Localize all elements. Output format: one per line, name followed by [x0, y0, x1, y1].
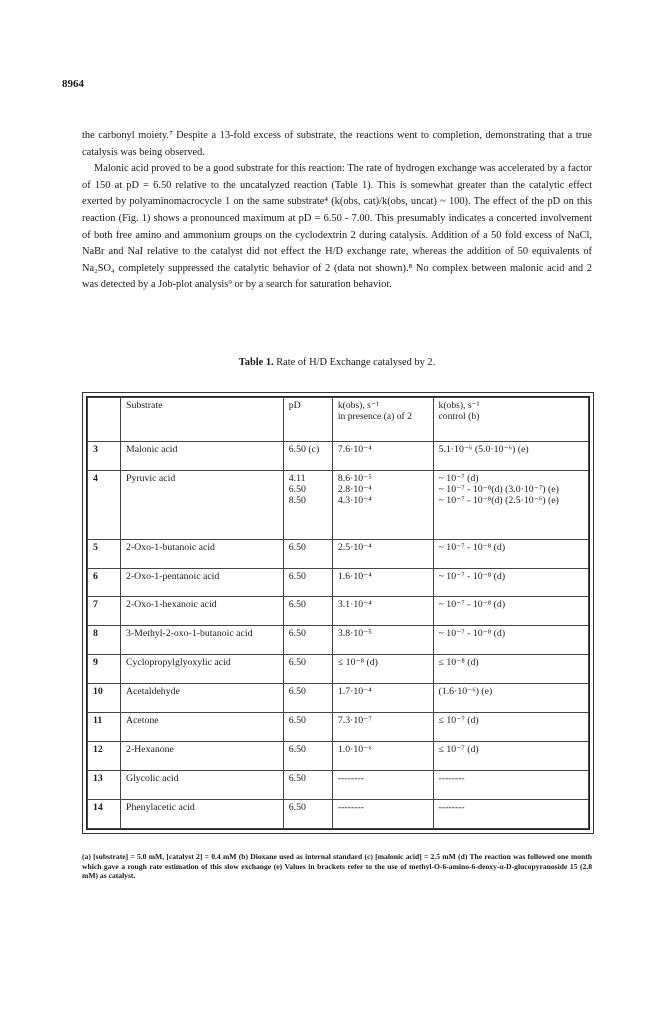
paragraph-1: the carbonyl moiety.⁷ Despite a 13-fold excess of substrate, the reactions went to completion, demonstrating that a true catalysis was being observed.	[82, 130, 592, 158]
row-k-control: ~ 10⁻⁷ - 10⁻⁸ (d)	[433, 626, 588, 655]
row-k-control: ~ 10⁻⁷ (d) ~ 10⁻⁷ - 10⁻⁸(d) (3.0·10⁻⁷) (e) ~ 10⁻⁷ - 10⁻⁸(d) (2.5·10⁻⁶) (e)	[433, 470, 588, 539]
header-k-presence	[332, 398, 433, 442]
row-pd: 6.50	[283, 655, 332, 684]
row-k-presence: 3.8·10⁻⁵	[332, 626, 433, 655]
row-substrate: Cyclopropylglyoxylic acid	[121, 655, 284, 684]
paragraph-2: Malonic acid proved to be a good substrate for this reaction: The rate of hydrogen exchange was accelerated by a factor of 150 at pD = 6.50 relative to the uncatalyzed reaction (Table 1). This is somewhat greater than the catalytic effect exerted by polyaminomacrocycle 1 on the same substrate⁴ (k(obs, cat)/k(obs, uncat) ~ 100). The effect of the pD on this reaction (Fig. 1) shows a pronounced maximum at pD = 6.50 - 7.00. This presumably indicates a concerted involvement of both free amino and ammonium groups on the cyclodextrin 2 during catalysis. Addition of a 50 fold excess of NaCl, NaBr and NaI relative to the catalyst did not effect the H/D exchange rate, whereas the addition of 50 equivalents of Na₂SO₄ completely suppressed the catalytic behavior of 2 (data not shown).⁸ No complex between malonic acid and 2 was detected by a Job-plot analysis⁹ or by a search for saturation behavior.	[82, 163, 592, 291]
row-number: 10	[88, 684, 121, 713]
row-number: 13	[88, 771, 121, 800]
row-substrate: Glycolic acid	[121, 771, 284, 800]
row-number: 14	[88, 799, 121, 828]
row-number: 6	[88, 568, 121, 597]
row-k-control: ~ 10⁻⁷ - 10⁻⁸ (d)	[433, 539, 588, 568]
row-k-presence: 1.0·10⁻⁶	[332, 742, 433, 771]
table-row	[88, 539, 589, 568]
table-caption	[82, 357, 592, 368]
row-k-control: ≤ 10⁻⁷ (d)	[433, 742, 588, 771]
row-pd: 6.50	[283, 771, 332, 800]
row-pd: 6.50	[283, 626, 332, 655]
row-k-control: ~ 10⁻⁷ - 10⁻⁸ (d)	[433, 597, 588, 626]
table-row	[88, 713, 589, 742]
row-substrate: Acetone	[121, 713, 284, 742]
table-row	[88, 742, 589, 771]
table-row	[88, 771, 589, 800]
table-header-row	[88, 398, 589, 442]
row-k-presence: --------	[332, 799, 433, 828]
header-substrate: Substrate	[121, 398, 284, 442]
row-pd: 6.50 (c)	[283, 442, 332, 471]
header-k-control	[433, 398, 588, 442]
row-substrate: Acetaldehyde	[121, 684, 284, 713]
row-k-control: ≤ 10⁻⁸ (d)	[433, 655, 588, 684]
row-k-presence: 1.6·10⁻⁴	[332, 568, 433, 597]
body-text	[82, 128, 592, 294]
row-number: 8	[88, 626, 121, 655]
row-number: 11	[88, 713, 121, 742]
table-row	[88, 470, 589, 539]
table-caption-text: Rate of H/D Exchange catalysed by 2.	[273, 357, 436, 368]
row-k-presence: 8.6·10⁻⁵ 2.8·10⁻⁴ 4.3·10⁻⁴	[332, 470, 433, 539]
table-footnote: (a) [substrate] = 5.0 mM, [catalyst 2] = 0.4 mM (b) Dioxane used as internal standard (c) [malonic acid] = 2.5 mM (d) The reaction was followed one month which gave a rough rate estimation of this slow exchange (e) Values in brackets refer to the use of methyl-O-6-amino-6-deoxy-α-D-glucopyranoside 15 (2.8 mM) as catalyst.	[82, 852, 592, 881]
header-k-control-main: k(obs), s⁻¹	[438, 400, 480, 411]
data-table	[87, 397, 589, 829]
row-k-presence: ≤ 10⁻⁸ (d)	[332, 655, 433, 684]
row-substrate: 3-Methyl-2-oxo-1-butanoic acid	[121, 626, 284, 655]
row-pd: 6.50	[283, 713, 332, 742]
row-k-presence: 1.7·10⁻⁴	[332, 684, 433, 713]
row-k-presence: 7.3·10⁻⁷	[332, 713, 433, 742]
table-row	[88, 597, 589, 626]
row-number: 7	[88, 597, 121, 626]
row-k-presence: 2.5·10⁻⁴	[332, 539, 433, 568]
row-pd: 6.50	[283, 568, 332, 597]
row-k-control: --------	[433, 771, 588, 800]
table-row	[88, 684, 589, 713]
row-k-control: (1.6·10⁻⁶) (e)	[433, 684, 588, 713]
row-k-presence: 7.6·10⁻⁴	[332, 442, 433, 471]
table-inner-frame	[86, 396, 590, 830]
row-substrate: 2-Oxo-1-hexanoic acid	[121, 597, 284, 626]
row-substrate: 2-Hexanone	[121, 742, 284, 771]
row-number: 4	[88, 470, 121, 539]
row-number: 12	[88, 742, 121, 771]
row-pd: 6.50	[283, 684, 332, 713]
row-pd: 6.50	[283, 597, 332, 626]
table-row	[88, 799, 589, 828]
row-number: 9	[88, 655, 121, 684]
table-caption-label: Table 1.	[238, 357, 274, 368]
row-pd: 6.50	[283, 539, 332, 568]
table-row	[88, 568, 589, 597]
row-pd: 4.11 6.50 8.50	[283, 470, 332, 539]
table-frame	[82, 392, 594, 834]
row-k-control: ≤ 10⁻⁷ (d)	[433, 713, 588, 742]
row-k-control: --------	[433, 799, 588, 828]
header-k-presence-main: k(obs), s⁻¹	[337, 400, 379, 411]
header-number	[88, 398, 121, 442]
header-pd: pD	[283, 398, 332, 442]
row-k-control: ~ 10⁻⁷ - 10⁻⁸ (d)	[433, 568, 588, 597]
table-row	[88, 655, 589, 684]
header-k-control-sub: control (b)	[438, 411, 480, 422]
row-substrate: Malonic acid	[121, 442, 284, 471]
row-substrate: Phenylacetic acid	[121, 799, 284, 828]
row-pd: 6.50	[283, 742, 332, 771]
row-pd: 6.50	[283, 799, 332, 828]
row-number: 3	[88, 442, 121, 471]
page-number: 8964	[62, 78, 84, 90]
table-row	[88, 442, 589, 471]
header-k-presence-sub: in presence (a) of 2	[337, 411, 412, 422]
row-substrate: 2-Oxo-1-pentanoic acid	[121, 568, 284, 597]
row-substrate: 2-Oxo-1-butanoic acid	[121, 539, 284, 568]
table-row	[88, 626, 589, 655]
row-number: 5	[88, 539, 121, 568]
row-substrate: Pyruvic acid	[121, 470, 284, 539]
row-k-presence: --------	[332, 771, 433, 800]
row-k-presence: 3.1·10⁻⁴	[332, 597, 433, 626]
row-k-control: 5.1·10⁻⁶ (5.0·10⁻⁶) (e)	[433, 442, 588, 471]
